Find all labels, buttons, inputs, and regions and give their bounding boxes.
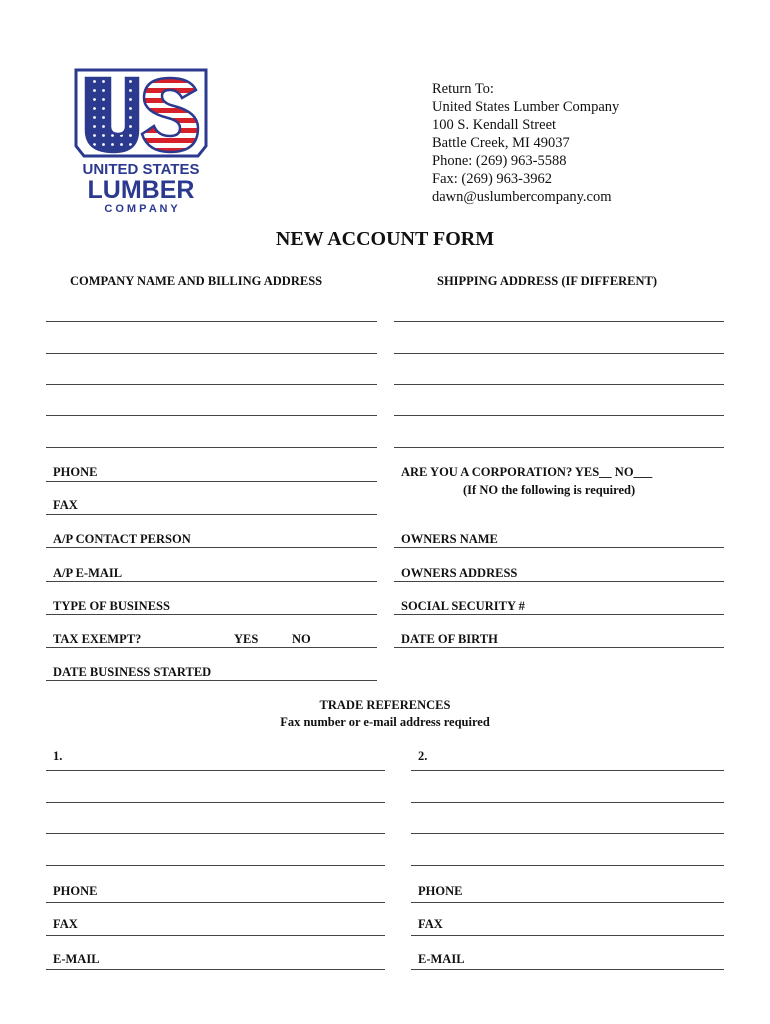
billing-address-line-5[interactable] — [46, 447, 377, 448]
reference-1-line-3[interactable] — [46, 833, 385, 834]
shipping-address-line-1[interactable] — [394, 321, 724, 322]
corporation-question[interactable]: ARE YOU A CORPORATION? YES__ NO___ — [401, 465, 653, 479]
dob-label: DATE OF BIRTH — [401, 632, 498, 646]
phone-field[interactable] — [46, 481, 377, 482]
shipping-address-line-4[interactable] — [394, 415, 724, 416]
billing-address-line-2[interactable] — [46, 353, 377, 354]
reference-1-email-field[interactable] — [46, 969, 385, 970]
reference-1-line-1[interactable] — [46, 770, 385, 771]
return-street: 100 S. Kendall Street — [432, 117, 557, 133]
shipping-address-line-3[interactable] — [394, 384, 724, 385]
corporation-note: (If NO the following is required) — [463, 483, 636, 497]
ap-contact-label: A/P CONTACT PERSON — [53, 532, 191, 546]
ap-email-label: A/P E-MAIL — [53, 566, 123, 580]
tax-exempt-label: TAX EXEMPT? — [53, 632, 142, 646]
fax-field[interactable] — [46, 514, 377, 515]
owners-name-label: OWNERS NAME — [401, 532, 498, 546]
owners-name-field[interactable] — [394, 547, 724, 548]
return-city: Battle Creek, MI 49037 — [432, 135, 570, 151]
date-started-label: DATE BUSINESS STARTED — [53, 665, 212, 679]
return-phone: Phone: (269) 963-5588 — [432, 153, 567, 169]
reference-2-fax-field[interactable] — [411, 935, 724, 936]
billing-heading: COMPANY NAME AND BILLING ADDRESS — [70, 274, 323, 288]
shipping-address-line-2[interactable] — [394, 353, 724, 354]
billing-address-line-4[interactable] — [46, 415, 377, 416]
billing-address-line-1[interactable] — [46, 321, 377, 322]
reference-2-line-1[interactable] — [411, 770, 724, 771]
billing-address-line-3[interactable] — [46, 384, 377, 385]
logo-line-lumber: LUMBER — [87, 176, 195, 204]
logo-graphic — [72, 68, 210, 214]
return-heading: Return To: — [432, 81, 494, 97]
reference-1-email-label: E-MAIL — [53, 952, 100, 966]
owners-address-label: OWNERS ADDRESS — [401, 566, 518, 580]
reference-2-email-field[interactable] — [411, 969, 724, 970]
dob-field[interactable] — [394, 647, 724, 648]
type-of-business-field[interactable] — [46, 614, 377, 615]
reference-1-phone-field[interactable] — [46, 902, 385, 903]
reference-2-fax-label: FAX — [418, 917, 443, 931]
ap-contact-field[interactable] — [46, 547, 377, 548]
ssn-label: SOCIAL SECURITY # — [401, 599, 525, 613]
shipping-address-line-5[interactable] — [394, 447, 724, 448]
form-title: NEW ACCOUNT FORM — [275, 228, 495, 250]
reference-2-email-label: E-MAIL — [418, 952, 465, 966]
trade-references-heading: TRADE REFERENCES — [319, 698, 451, 712]
return-company: United States Lumber Company — [432, 99, 620, 115]
reference-2-number: 2. — [418, 749, 428, 763]
logo-line-united-states: UNITED STATES — [82, 161, 200, 178]
trade-references-subheading: Fax number or e-mail address required — [280, 715, 490, 729]
tax-exempt-no[interactable]: NO — [292, 632, 311, 646]
ap-email-field[interactable] — [46, 581, 377, 582]
fax-label: FAX — [53, 498, 78, 512]
reference-2-line-4[interactable] — [411, 865, 724, 866]
logo-line-company: C O M P A N Y — [104, 203, 178, 214]
date-started-field[interactable] — [46, 680, 377, 681]
return-fax: Fax: (269) 963-3962 — [432, 171, 553, 187]
reference-2-line-3[interactable] — [411, 833, 724, 834]
reference-2-phone-field[interactable] — [411, 902, 724, 903]
reference-2-line-2[interactable] — [411, 802, 724, 803]
return-email: dawn@uslumbercompany.com — [432, 189, 612, 205]
shipping-heading: SHIPPING ADDRESS (IF DIFFERENT) — [437, 274, 658, 288]
ssn-field[interactable] — [394, 614, 724, 615]
reference-1-line-4[interactable] — [46, 865, 385, 866]
phone-label: PHONE — [53, 465, 98, 479]
return-address — [432, 80, 619, 206]
reference-1-fax-field[interactable] — [46, 935, 385, 936]
reference-2-phone-label: PHONE — [418, 884, 463, 898]
reference-1-phone-label: PHONE — [53, 884, 98, 898]
owners-address-field[interactable] — [394, 581, 724, 582]
type-of-business-label: TYPE OF BUSINESS — [53, 599, 170, 613]
us-lumber-logo — [72, 68, 210, 214]
reference-1-fax-label: FAX — [53, 917, 78, 931]
reference-1-line-2[interactable] — [46, 802, 385, 803]
reference-1-number: 1. — [53, 749, 63, 763]
tax-exempt-yes[interactable]: YES — [234, 632, 259, 646]
tax-exempt-field[interactable] — [46, 647, 377, 648]
